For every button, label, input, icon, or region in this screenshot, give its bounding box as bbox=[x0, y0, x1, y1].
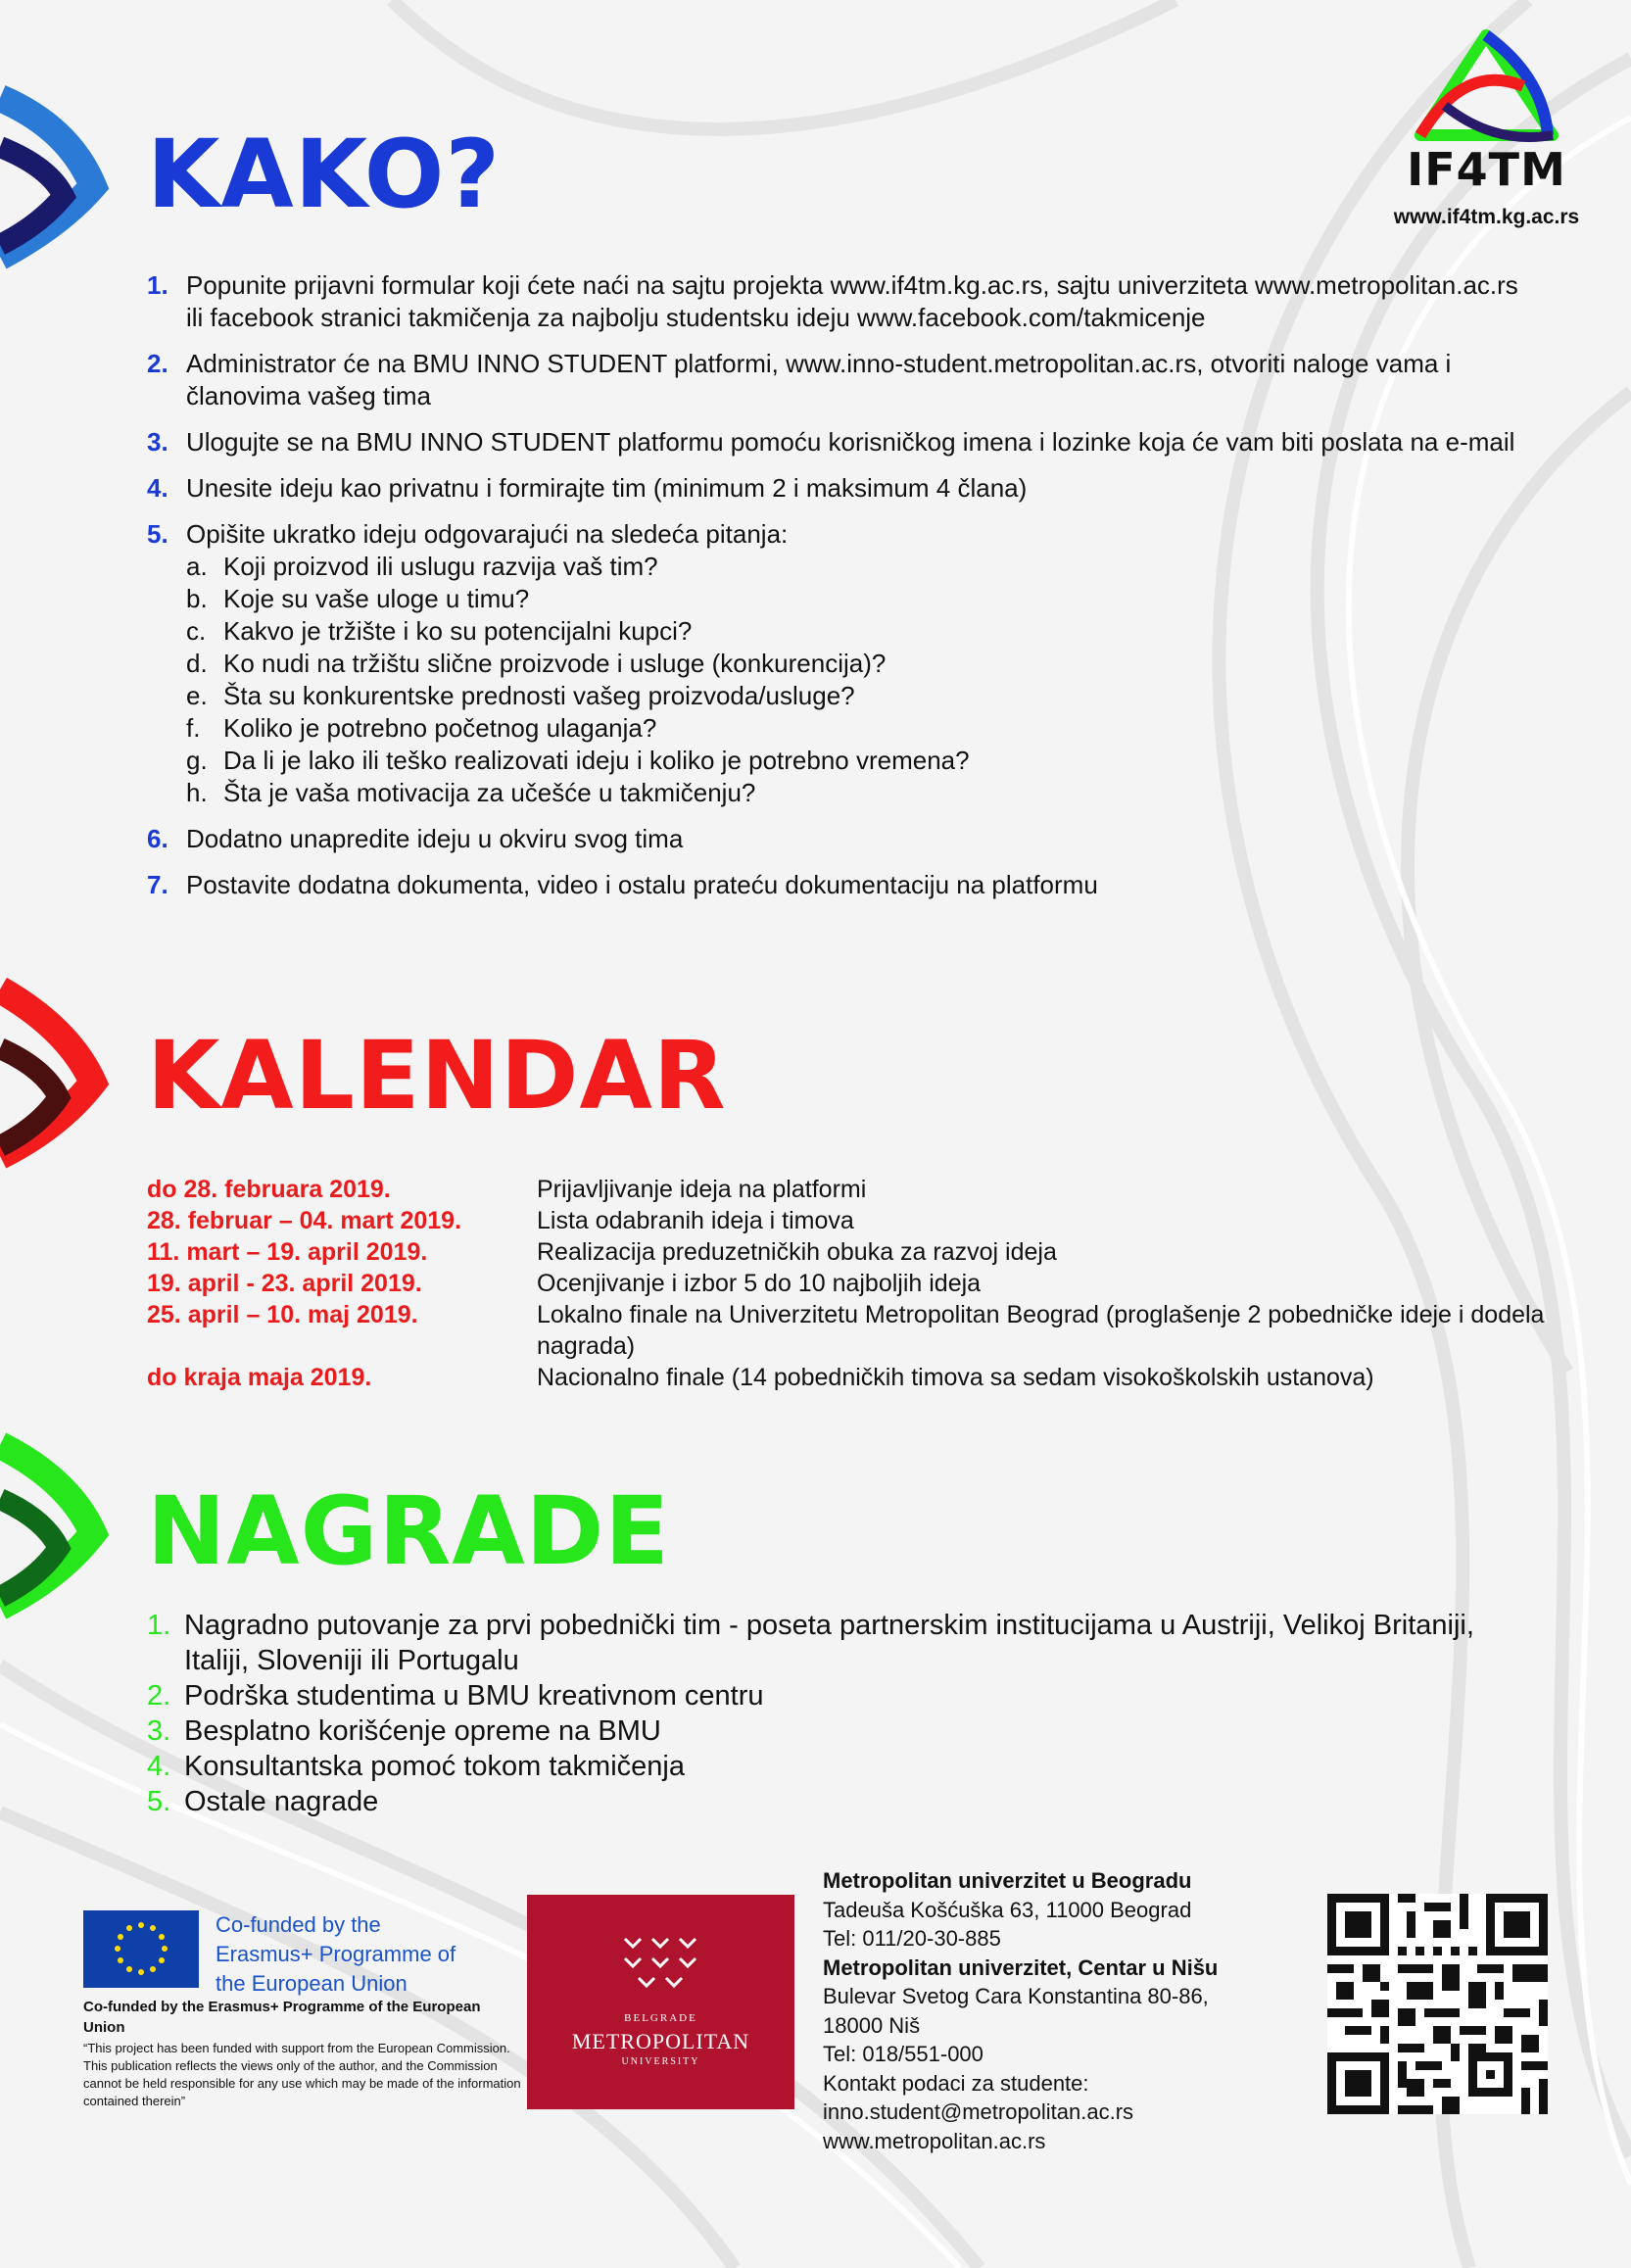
prize-item: 1. Nagradno putovanje za prvi pobednički tim - poseta partnerskim institucijama u Austriji, Velikoj Britaniji, Italiji, Sloveniji ili Portugalu bbox=[147, 1610, 1474, 1676]
kalendar-row: do 28. februara 2019. Prijavljivanje ideja na platformi bbox=[147, 1176, 867, 1203]
step-item: 6. Dodatno unapredite ideju u okviru svog tima bbox=[147, 824, 684, 853]
step-item: 5. Opišite ukratko ideju odgovarajući na sledeća pitanja: a. Koji proizvod ili uslugu razvija vaš tim? b. Koje su vaše uloge u timu? c. Kakvo je tržište i ko su potencijalni kupci? d. Ko nudi na tržištu slične proizvode i usluge (konkurencija)? e. Šta su konkurentske prednosti vašeg proizvoda/usluge? f. Koliko je potrebno početnog ulaganja? g. Da li je lako ili teško realizovati ideju i koliko je potrebno vremena? h. Šta je vaša motivacija za učešće u takmičenju? bbox=[147, 518, 1518, 809]
if4tm-emblem-icon bbox=[1376, 27, 1597, 150]
bmu-emblem-icon bbox=[527, 1895, 794, 2007]
bmu-logo[interactable] bbox=[527, 1895, 794, 2109]
question-item: a. Koji proizvod ili uslugu razvija vaš tim? bbox=[186, 552, 658, 581]
nagrade-heading: NAGRADE bbox=[147, 1476, 670, 1586]
prize-item: 3. Besplatno korišćenje opreme na BMU bbox=[147, 1715, 661, 1747]
beograd-phone[interactable]: Tel: 011/20-30-885 bbox=[823, 1926, 1001, 1951]
eu-cofunded-text: Co-funded by the Erasmus+ Programme of the European Union bbox=[216, 1912, 456, 1996]
students-contact-label: Kontakt podaci za studente: bbox=[823, 2070, 1089, 2096]
question-item: f. Koliko je potrebno početnog ulaganja? bbox=[186, 713, 657, 743]
kalendar-row: do kraja maja 2019. Nacionalno finale (14 pobedničkih timova sa sedam visokoškolskih ustanova) bbox=[147, 1364, 1374, 1391]
nagrade-list bbox=[147, 1608, 1538, 1819]
qr-code-icon[interactable] bbox=[1327, 1894, 1548, 2114]
question-item: c. Kakvo je tržište i ko su potencijalni kupci? bbox=[186, 616, 693, 646]
step-5-text: Opišite ukratko ideju odgovarajući na sledeća pitanja: bbox=[186, 519, 789, 549]
bmu-metropolitan: METROPOLITAN bbox=[571, 2029, 750, 2053]
nis-phone[interactable]: Tel: 018/551-000 bbox=[823, 2042, 983, 2066]
nis-address-1: Bulevar Svetog Cara Konstantina 80-86, bbox=[823, 1984, 1209, 2008]
kalendar-row: 11. mart – 19. april 2019. Realizacija preduzetničkih obuka za razvoj ideja bbox=[147, 1238, 1057, 1266]
kako-steps-list bbox=[147, 269, 1518, 915]
question-item: e. Šta su konkurentske prednosti vašeg proizvoda/usluge? bbox=[186, 681, 855, 710]
step-item: 1. Popunite prijavni formular koji ćete naći na sajtu projekta www.if4tm.kg.ac.rs, sajtu univerziteta www.metropolitan.ac.rs ili facebook stranici takmičenja za najbolju studentsku ideju www.facebook.com/takmicenje bbox=[147, 270, 1518, 332]
logo-url[interactable]: www.if4tm.kg.ac.rs bbox=[1393, 206, 1580, 228]
question-item: h. Šta je vaša motivacija za učešće u takmičenju? bbox=[186, 778, 756, 807]
beograd-address: Tadeuša Košćuška 63, 11000 Beograd bbox=[823, 1897, 1192, 1922]
question-item: d. Ko nudi na tržištu slične proizvode i usluge (konkurencija)? bbox=[186, 649, 887, 678]
kalendar-row: 19. april - 23. april 2019. Ocenjivanje i izbor 5 do 10 najboljih ideja bbox=[147, 1270, 982, 1297]
if4tm-logo[interactable] bbox=[1376, 27, 1597, 238]
nis-address-2: 18000 Niš bbox=[823, 2012, 921, 2038]
website-link[interactable]: www.metropolitan.ac.rs bbox=[823, 2128, 1046, 2153]
step-item: 7. Postavite dodatna dokumenta, video i ostalu prateću dokumentaciju na platformu bbox=[147, 870, 1098, 899]
kalendar-table bbox=[147, 1174, 1567, 1393]
logo-name: IF4TM bbox=[1407, 143, 1566, 196]
eu-disclaimer: “This project has been funded with support from the European Commission. This publication reflects the views only of the author, and the Commission cannot be held responsible for any use which may be made of the information contained therein” bbox=[83, 2041, 521, 2108]
step-item: 2. Administrator će na BMU INNO STUDENT platformi, www.inno-student.metropolitan.ac.rs, otvoriti naloge vama i članovima vašeg tima bbox=[147, 349, 1452, 410]
question-item: g. Da li je lako ili teško realizovati ideju i koliko je potrebno vremena? bbox=[186, 746, 970, 775]
kalendar-heading: KALENDAR bbox=[147, 1021, 727, 1131]
step-item: 3. Ulogujte se na BMU INNO STUDENT platformu pomoću korisničkog imena i lozinke koja će vam biti poslata na e-mail bbox=[147, 427, 1515, 457]
step-item: 4. Unesite ideju kao privatnu i formirajte tim (minimum 2 i maksimum 4 člana) bbox=[147, 473, 1028, 503]
question-item: b. Koje su vaše uloge u timu? bbox=[186, 584, 530, 613]
prize-item: 4. Konsultantska pomoć tokom takmičenja bbox=[147, 1751, 685, 1782]
prize-item: 5. Ostale nagrade bbox=[147, 1786, 379, 1817]
students-email[interactable]: inno.student@metropolitan.ac.rs bbox=[823, 2099, 1134, 2124]
nis-title: Metropolitan univerzitet, Centar u Nišu bbox=[823, 1954, 1219, 1980]
kalendar-row: 28. februar – 04. mart 2019. Lista odabranih ideja i timova bbox=[147, 1207, 854, 1234]
eu-cofunded-bold: Co-funded by the Erasmus+ Programme of the European Union bbox=[83, 1999, 481, 2036]
contact-block bbox=[823, 1866, 1313, 2155]
eu-flag-icon bbox=[83, 1910, 199, 1988]
questions-list bbox=[186, 551, 1518, 809]
bmu-belgrade: BELGRADE bbox=[624, 2012, 697, 2024]
kako-heading: KAKO? bbox=[147, 120, 502, 229]
prize-item: 2. Podrška studentima u BMU kreativnom centru bbox=[147, 1680, 764, 1712]
kalendar-row: 25. april – 10. maj 2019. Lokalno finale na Univerzitetu Metropolitan Beograd (proglašenje 2 pobedničke ideje i dodela nagrada) bbox=[147, 1301, 1545, 1360]
beograd-title: Metropolitan univerzitet u Beogradu bbox=[823, 1868, 1192, 1893]
bmu-university: UNIVERSITY bbox=[621, 2056, 700, 2067]
